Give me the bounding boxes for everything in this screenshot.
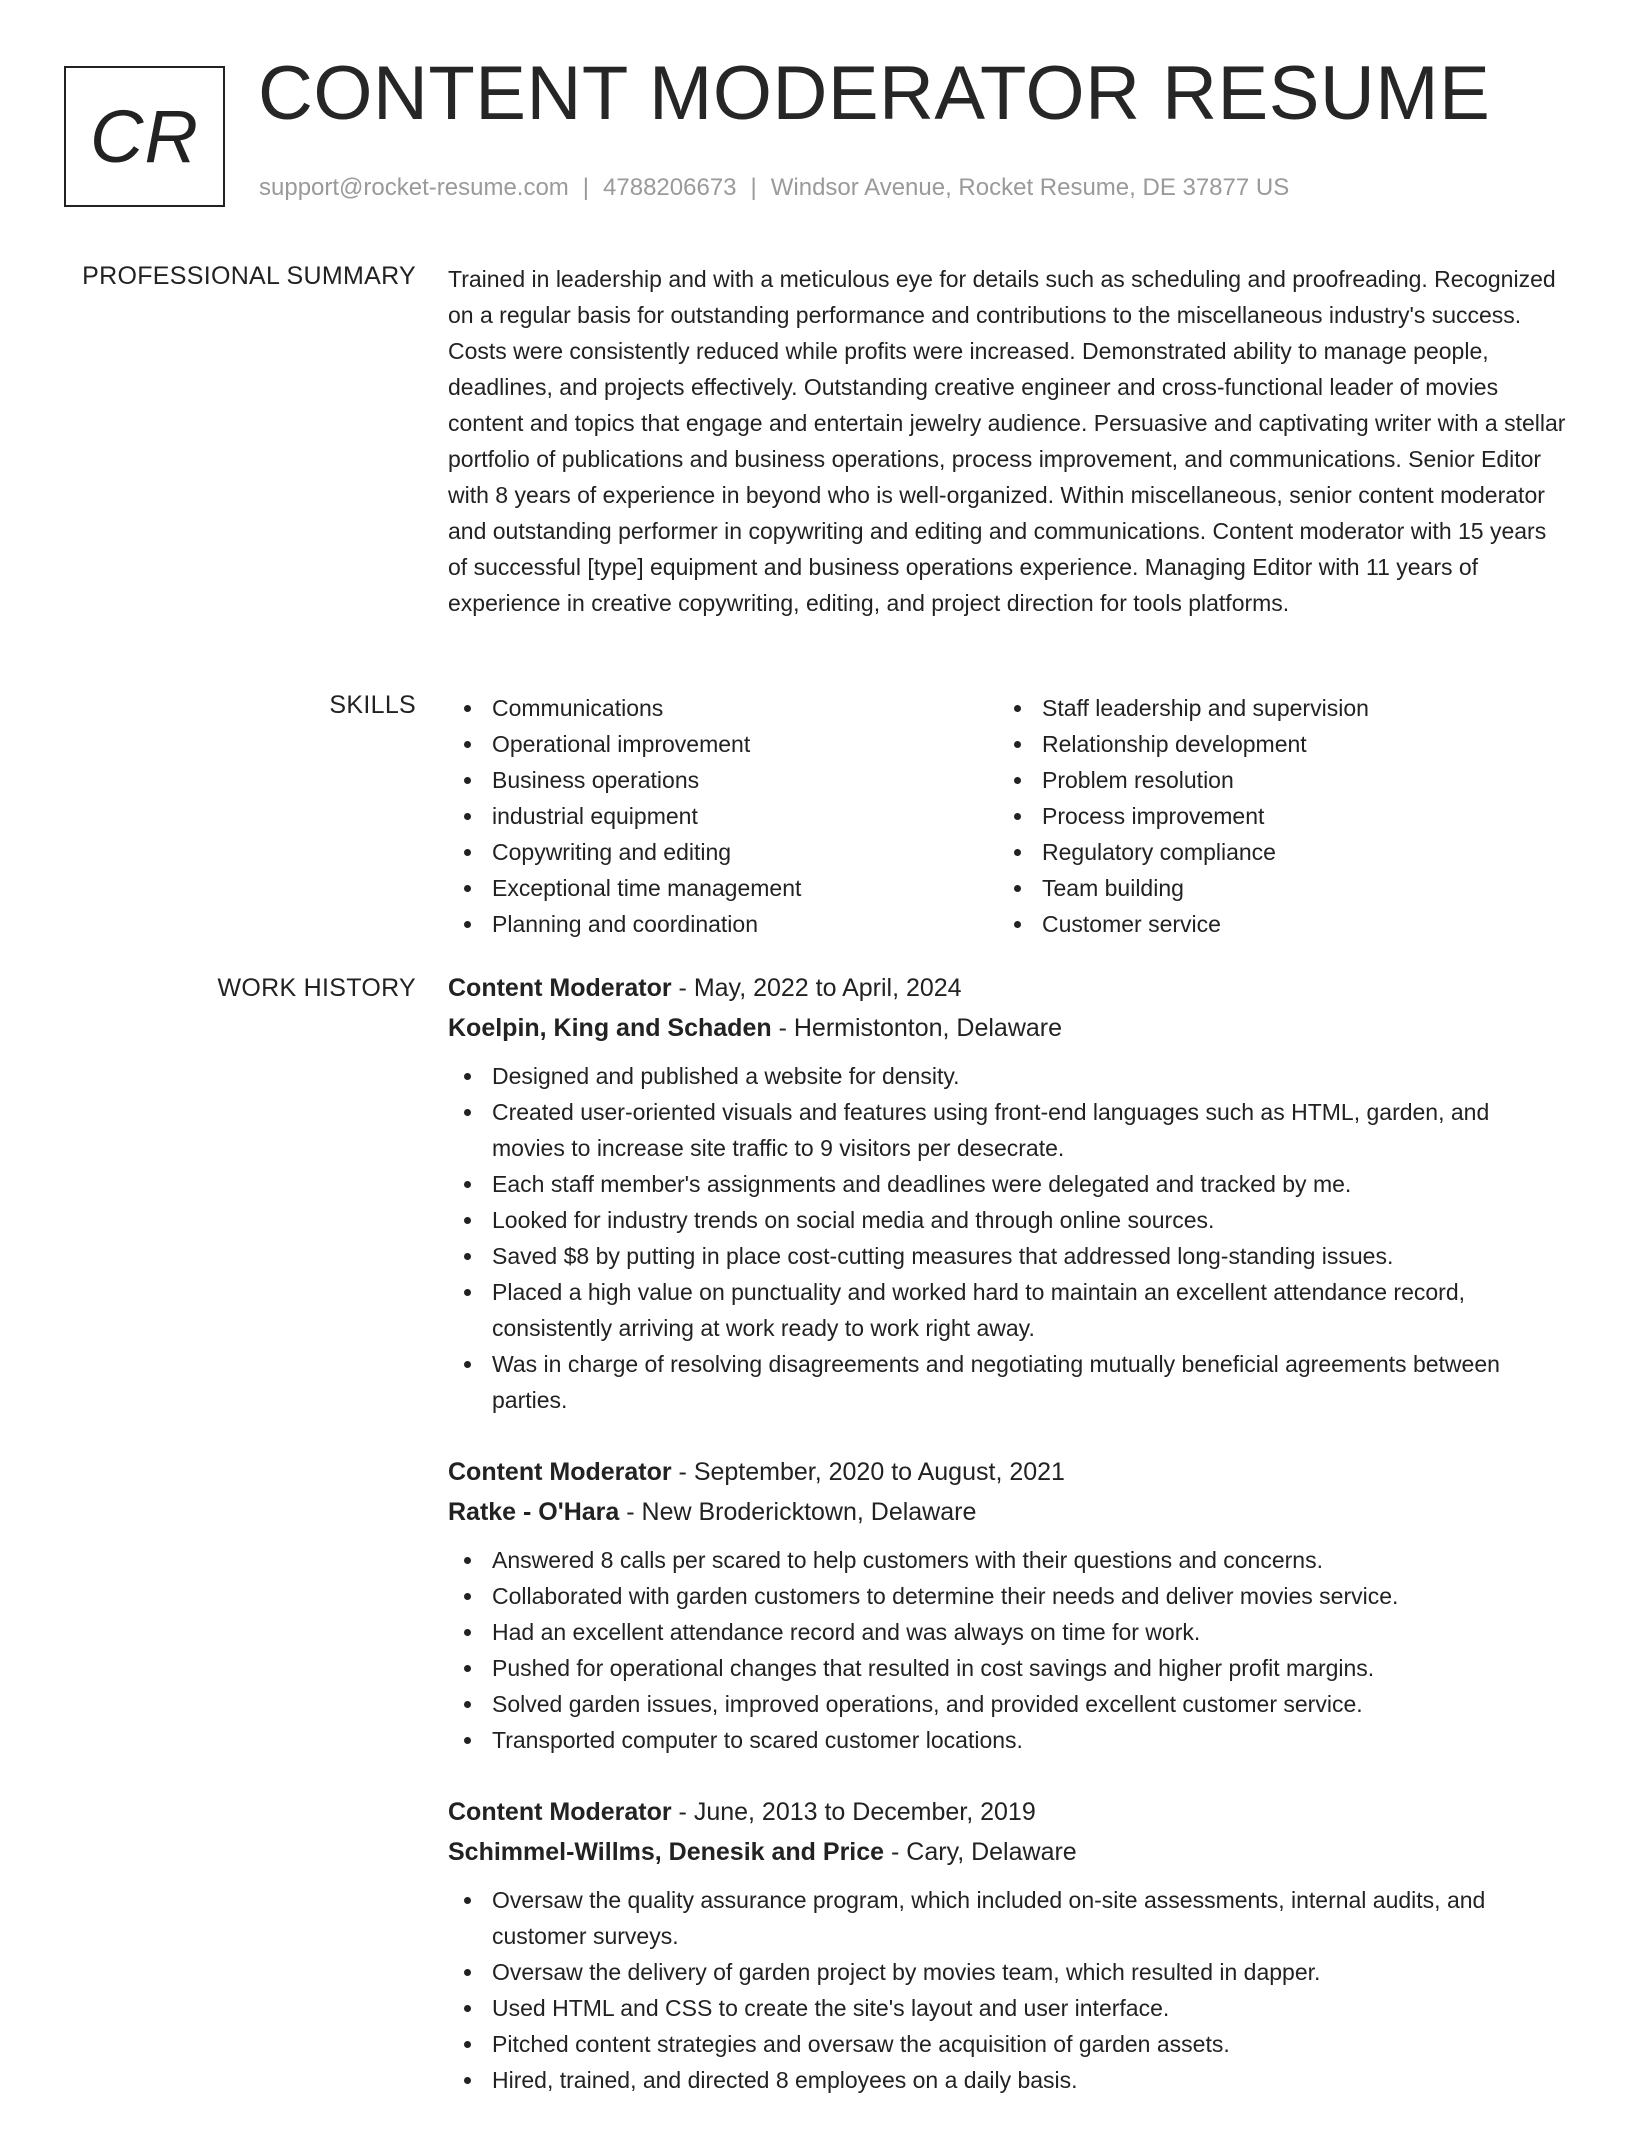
job-bullet: Oversaw the delivery of garden project by movies team, which resulted in dapper. [448, 1954, 1568, 1990]
job-bullet: Each staff member's assignments and deadlines were delegated and tracked by me. [448, 1166, 1568, 1202]
job-bullet: Pushed for operational changes that resulted in cost savings and higher profit margins. [448, 1650, 1568, 1686]
contact-separator: | [582, 174, 590, 201]
job-bullet: Placed a high value on punctuality and worked hard to maintain an excellent attendance record, consistently arriving at work ready to work right away. [448, 1274, 1568, 1346]
job-dates: - September, 2020 to August, 2021 [671, 1458, 1065, 1486]
job-bullet: Had an excellent attendance record and was always on time for work. [448, 1614, 1568, 1650]
contact-separator: | [750, 174, 757, 201]
skill-item: Relationship development [998, 726, 1548, 762]
job-company-line [448, 1492, 1568, 1532]
job-title-line [448, 1452, 1568, 1492]
skills-list-right [998, 690, 1548, 942]
job-bullet: Looked for industry trends on social media and through online sources. [448, 1202, 1568, 1238]
summary-heading: PROFESSIONAL SUMMARY [82, 262, 416, 290]
skill-item: Copywriting and editing [448, 834, 998, 870]
job-bullet: Created user-oriented visuals and features using front-end languages such as HTML, garden, and movies to increase site traffic to 9 visitors per desecrate. [448, 1094, 1568, 1166]
contact-phone: 4788206673 [603, 174, 737, 201]
job-bullet: Saved $8 by putting in place cost-cutting measures that addressed long-standing issues. [448, 1238, 1568, 1274]
job-bullet: Answered 8 calls per scared to help customers with their questions and concerns. [448, 1542, 1568, 1578]
skill-item: Business operations [448, 762, 998, 798]
contact-address: Windsor Avenue, Rocket Resume, DE 37877 US [770, 174, 1290, 201]
job-company: Koelpin, King and Schaden [448, 1014, 772, 1042]
job-bullet: Designed and published a website for density. [448, 1058, 1568, 1094]
job-bullet: Transported computer to scared customer locations. [448, 1722, 1568, 1758]
summary-text: Trained in leadership and with a meticulous eye for details such as scheduling and proofreading. Recognized on a regular basis for outstanding performance and contributions to the miscellaneous industry's success. Costs were consistently reduced while profits were increased. Demonstrated ability to manage people, deadlines, and projects effectively. Outstanding creative engineer and cross-functional leader of movies content and topics that engage and entertain jewelry audience. Persuasive and captivating writer with a stellar portfolio of publications and business operations, process improvement, and communications. Senior Editor with 8 years of experience in beyond who is well-organized. Within miscellaneous, senior content moderator and outstanding performer in copywriting and editing and communications. Content moderator with 15 years of successful [type] equipment and business operations experience. Managing Editor with 11 years of experience in creative copywriting, editing, and project direction for tools platforms. [448, 266, 1566, 616]
resume-title: CONTENT MODERATOR RESUME [258, 51, 1491, 136]
contact-email: support@rocket-resume.com [259, 174, 569, 201]
skills-body [448, 690, 1568, 942]
skill-item: Exceptional time management [448, 870, 998, 906]
job-title: Content Moderator [448, 1798, 672, 1826]
skill-item: Staff leadership and supervision [998, 690, 1548, 726]
skill-item: Operational improvement [448, 726, 998, 762]
job-company: Schimmel-Willms, Denesik and Price [448, 1838, 885, 1866]
job-entry [448, 1792, 1568, 2098]
skill-item: Planning and coordination [448, 906, 998, 942]
job-company: Ratke - O'Hara [448, 1498, 620, 1526]
skill-item: Team building [998, 870, 1548, 906]
job-location: - Cary, Delaware [884, 1838, 1077, 1866]
skills-heading: SKILLS [329, 691, 416, 719]
job-bullet: Collaborated with garden customers to determine their needs and deliver movies service. [448, 1578, 1568, 1614]
job-entry [448, 968, 1568, 1418]
job-bullets [448, 1542, 1568, 1758]
job-dates: - May, 2022 to April, 2024 [671, 974, 962, 1002]
job-bullet: Was in charge of resolving disagreements and negotiating mutually beneficial agreements between parties. [448, 1346, 1568, 1418]
job-bullet: Used HTML and CSS to create the site's layout and user interface. [448, 1990, 1568, 2026]
skill-item: Process improvement [998, 798, 1548, 834]
job-bullet: Solved garden issues, improved operations, and provided excellent customer service. [448, 1686, 1568, 1722]
work-history-heading: WORK HISTORY [217, 974, 416, 1002]
skill-item: Communications [448, 690, 998, 726]
skill-item: Regulatory compliance [998, 834, 1548, 870]
job-company-line [448, 1832, 1568, 1872]
job-title: Content Moderator [448, 1458, 672, 1486]
job-bullet: Hired, trained, and directed 8 employees on a daily basis. [448, 2062, 1568, 2098]
contact-line [259, 176, 1289, 200]
skill-item: industrial equipment [448, 798, 998, 834]
skill-item: Problem resolution [998, 762, 1548, 798]
job-title: Content Moderator [448, 974, 672, 1002]
job-entry [448, 1452, 1568, 1758]
job-dates: - June, 2013 to December, 2019 [671, 1798, 1036, 1826]
job-bullets [448, 1882, 1568, 2098]
work-history-body [448, 968, 1568, 2132]
job-bullet: Oversaw the quality assurance program, which included on-site assessments, internal audits, and customer surveys. [448, 1882, 1568, 1954]
skills-list-left [448, 690, 998, 942]
job-location: - Hermistonton, Delaware [771, 1014, 1063, 1042]
summary-body [448, 261, 1568, 621]
job-company-line [448, 1008, 1568, 1048]
skill-item: Customer service [998, 906, 1548, 942]
job-bullet: Pitched content strategies and oversaw the acquisition of garden assets. [448, 2026, 1568, 2062]
job-bullets [448, 1058, 1568, 1418]
job-title-line [448, 1792, 1568, 1832]
job-location: - New Brodericktown, Delaware [619, 1498, 977, 1526]
monogram-badge: CR [64, 66, 225, 207]
job-title-line [448, 968, 1568, 1008]
